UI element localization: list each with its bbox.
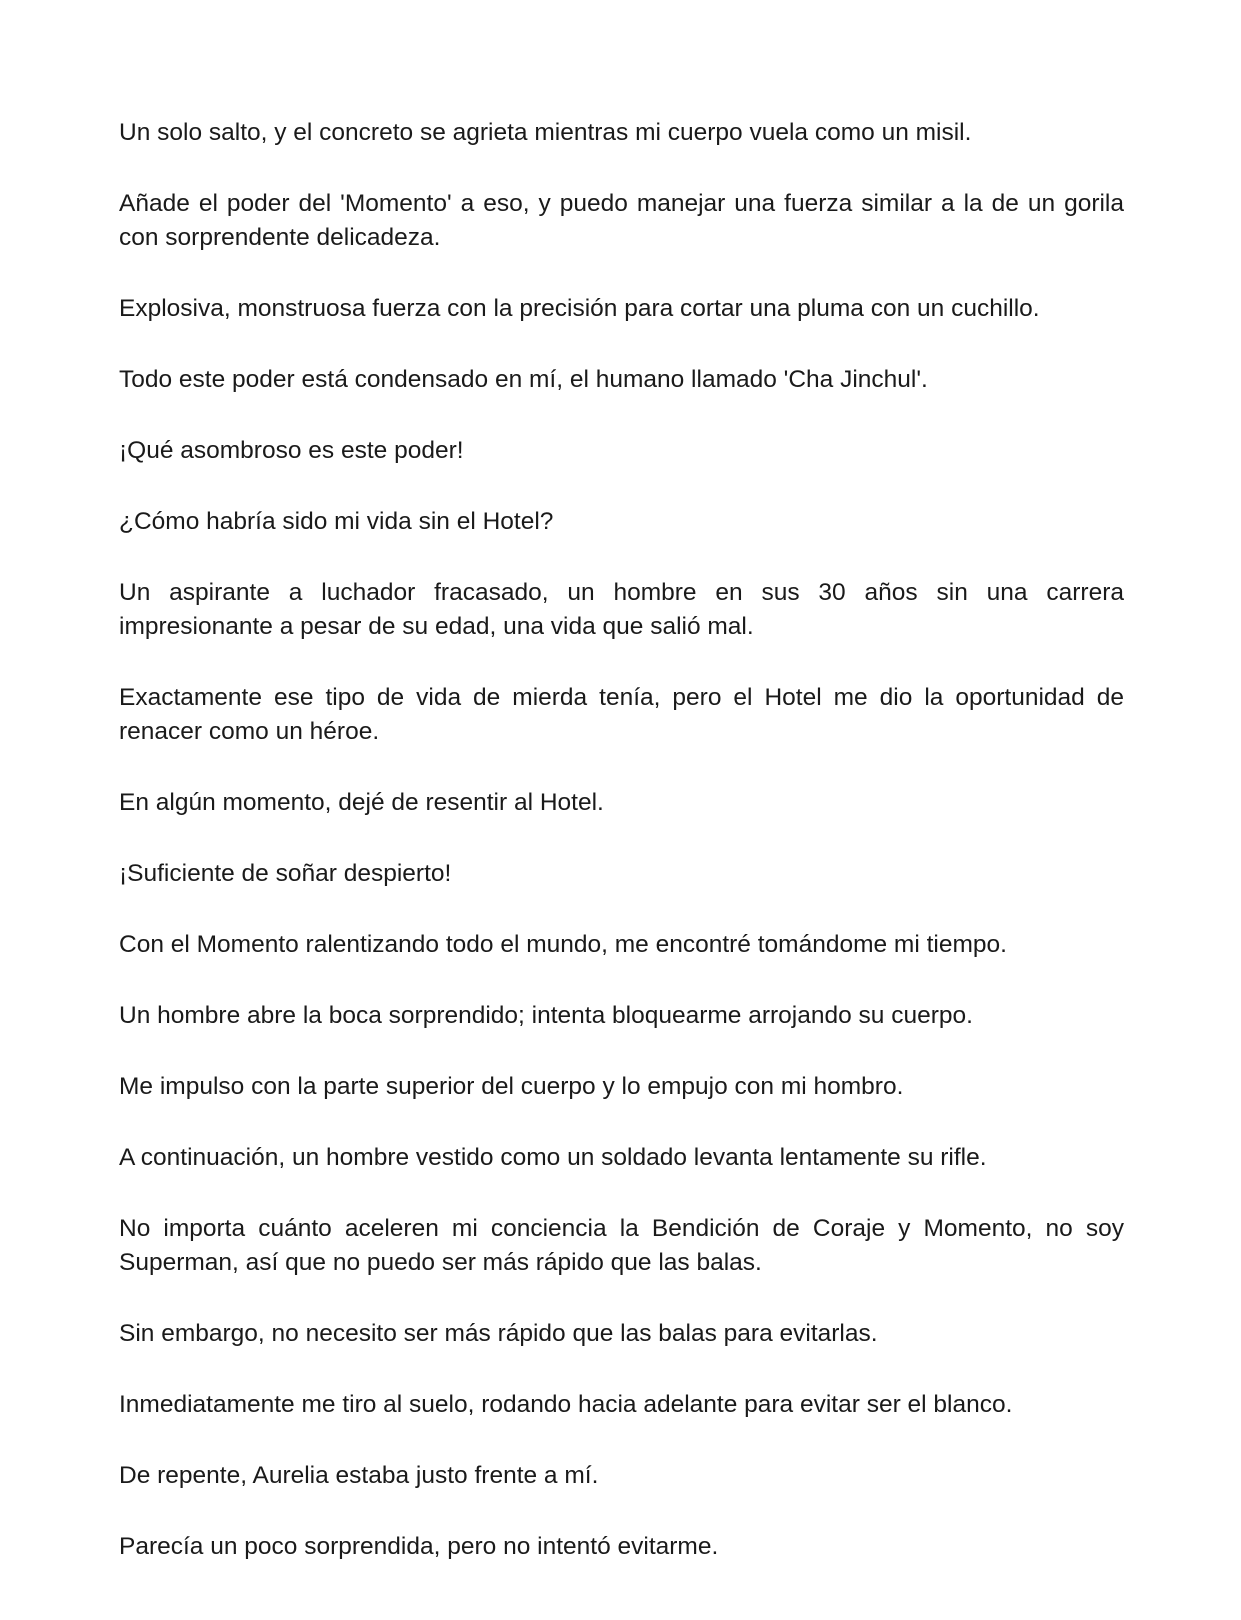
paragraph-17: Inmediatamente me tiro al suelo, rodando hacia adelante para evitar ser el blanco. — [119, 1391, 1013, 1418]
paragraph-12: Un hombre abre la boca sorprendido; intenta bloquearme arrojando su cuerpo. — [119, 1002, 973, 1029]
paragraph-9: En algún momento, dejé de resentir al Hotel. — [119, 789, 604, 816]
paragraph-6: ¿Cómo habría sido mi vida sin el Hotel? — [119, 508, 554, 535]
paragraph-8: Exactamente ese tipo de vida de mierda tenía, pero el Hotel me dio la oportunidad de renacer como un héroe. — [119, 684, 1124, 745]
paragraph-5: ¡Qué asombroso es este poder! — [119, 437, 464, 464]
paragraph-19: Parecía un poco sorprendida, pero no intentó evitarme. — [119, 1533, 719, 1560]
paragraph-16: Sin embargo, no necesito ser más rápido que las balas para evitarlas. — [119, 1320, 878, 1347]
paragraph-2: Añade el poder del 'Momento' a eso, y puedo manejar una fuerza similar a la de un gorila con sorprendente delicadeza. — [119, 190, 1124, 251]
paragraph-11: Con el Momento ralentizando todo el mundo, me encontré tomándome mi tiempo. — [119, 931, 1007, 958]
paragraph-13: Me impulso con la parte superior del cuerpo y lo empujo con mi hombro. — [119, 1073, 904, 1100]
paragraph-1: Un solo salto, y el concreto se agrieta mientras mi cuerpo vuela como un misil. — [119, 119, 972, 146]
body-text — [119, 116, 1124, 1564]
paragraph-18: De repente, Aurelia estaba justo frente a mí. — [119, 1462, 599, 1489]
paragraph-14: A continuación, un hombre vestido como un soldado levanta lentamente su rifle. — [119, 1144, 987, 1171]
paragraph-15: No importa cuánto aceleren mi conciencia la Bendición de Coraje y Momento, no soy Superman, así que no puedo ser más rápido que las balas. — [119, 1215, 1124, 1276]
paragraph-10: ¡Suficiente de soñar despierto! — [119, 860, 452, 887]
paragraph-3: Explosiva, monstruosa fuerza con la precisión para cortar una pluma con un cuchillo. — [119, 295, 1040, 322]
paragraph-7: Un aspirante a luchador fracasado, un hombre en sus 30 años sin una carrera impresionante a pesar de su edad, una vida que salió mal. — [119, 579, 1124, 640]
paragraph-4: Todo este poder está condensado en mí, el humano llamado 'Cha Jinchul'. — [119, 366, 928, 393]
